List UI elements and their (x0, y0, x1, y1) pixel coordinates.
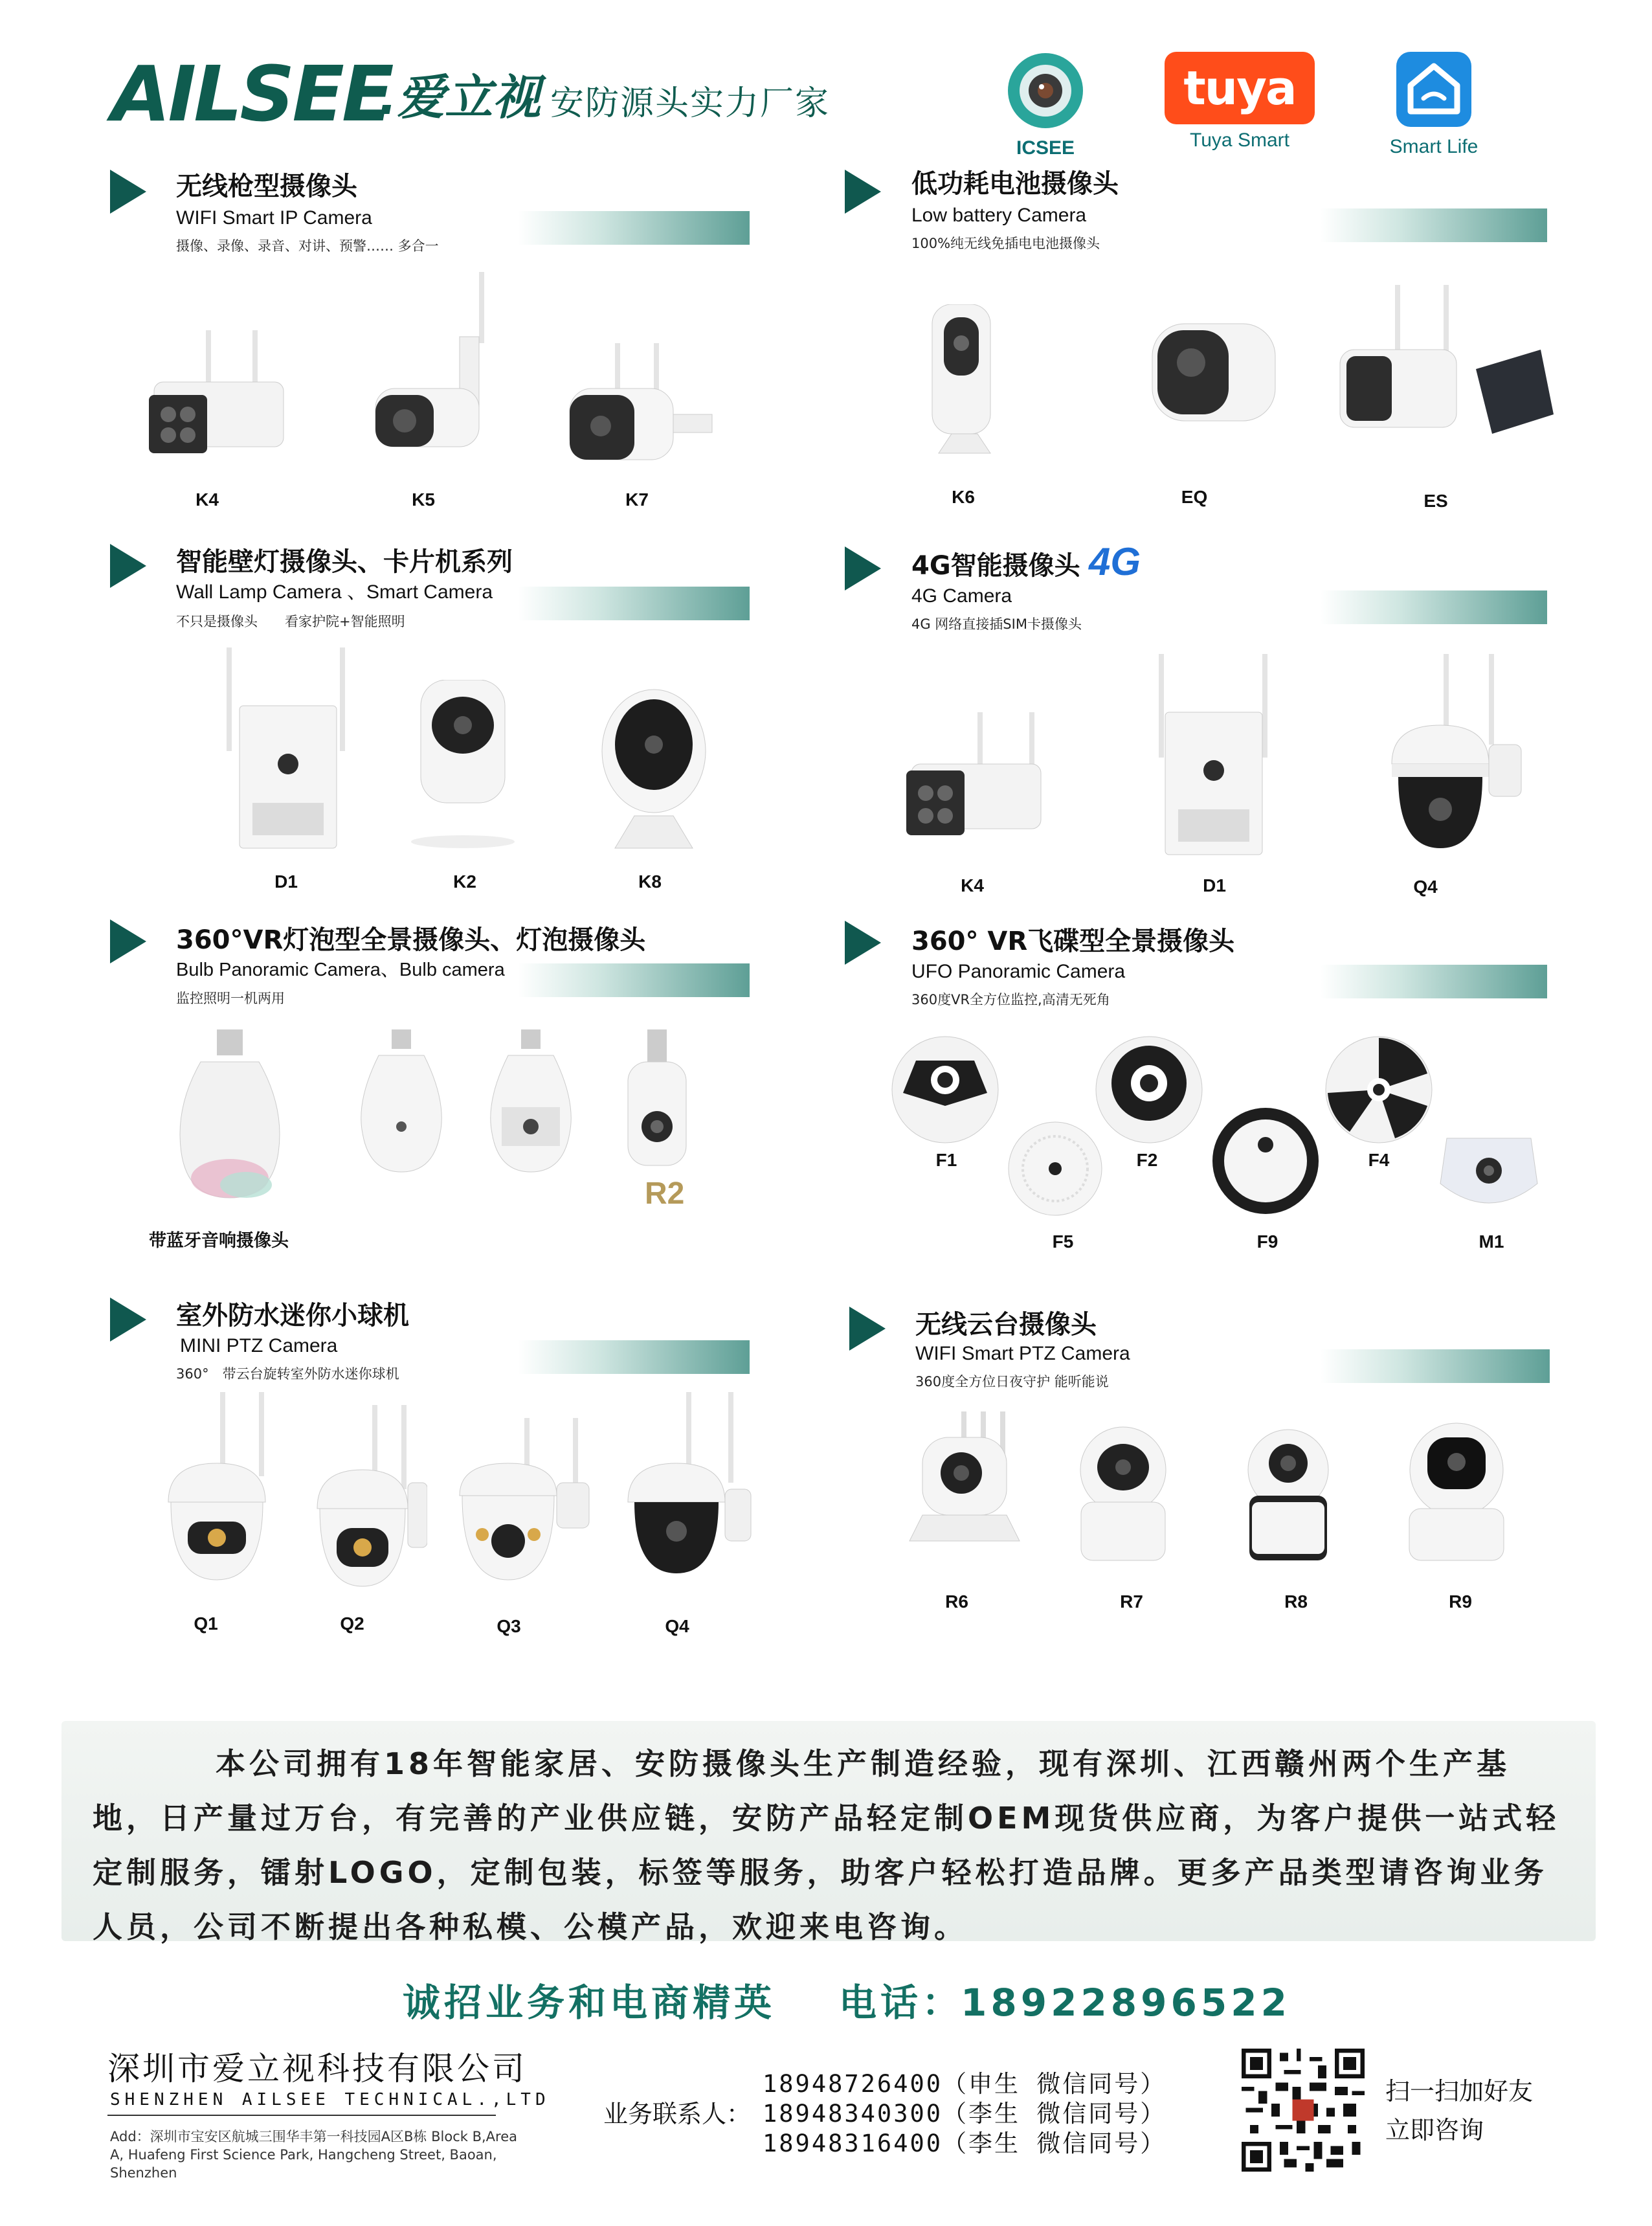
section-arrow-icon (849, 1307, 886, 1351)
smart-life-app-badge (1382, 51, 1486, 158)
battery-camera-eq-image (1146, 317, 1282, 434)
company-intro-box (61, 1721, 1596, 1944)
contact-line[interactable]: 18948340300（李生 微信同号） (763, 2100, 1166, 2128)
company-divider (107, 2115, 496, 2116)
contact-line[interactable]: 18948726400（申生 微信同号） (763, 2070, 1166, 2098)
recruit-phone[interactable]: 18922896522 (961, 1981, 1291, 2025)
section-subtitle: Bulb Panoramic Camera、Bulb camera (176, 960, 505, 980)
product-label-f2: F2 (1136, 1150, 1158, 1170)
section-divider-bar (518, 211, 750, 245)
ufo-camera-m1-image (1434, 1125, 1544, 1222)
card-camera-k2-image (408, 680, 518, 848)
bullet-camera-k5-image (369, 272, 518, 466)
ufo-camera-f5-image (1007, 1120, 1104, 1217)
bulb-vr-camera-image (486, 1029, 576, 1178)
section-desc: 100%纯无线免插电电池摄像头 (911, 236, 1100, 251)
tuya-logo-text: tuya (1183, 61, 1296, 115)
icsee-label: ICSEE (1016, 137, 1075, 159)
product-label-m1: M1 (1479, 1231, 1504, 1252)
section-divider-bar (518, 587, 750, 620)
section-divider-bar (1321, 965, 1547, 998)
battery-camera-k6-image (919, 304, 1010, 466)
product-label-r9: R9 (1449, 1591, 1472, 1612)
product-label-k7: K7 (625, 489, 649, 510)
company-address: Add：深圳市宝安区航城三围华丰第一科技园A区B栋 Block B,Area A, Huafeng First Science Park, Hangcheng Street, Baoan, Shenzhen (110, 2129, 517, 2181)
section-arrow-icon (845, 921, 881, 965)
scan-hint-line-2: 立即咨询 (1385, 2116, 1484, 2144)
tuya-app-badge (1162, 52, 1317, 152)
product-label-f9: F9 (1256, 1231, 1278, 1252)
product-label-q3: Q3 (497, 1616, 521, 1636)
bullet-camera-k7-image (563, 343, 719, 473)
section-desc: 摄像、录像、录音、对讲、预警…… 多合一 (176, 238, 439, 254)
icsee-app-badge (997, 52, 1094, 159)
4g-badge-icon: 4G (1089, 540, 1141, 583)
section-subtitle: Wall Lamp Camera 、Smart Camera (176, 581, 493, 603)
product-label-k2: K2 (453, 871, 476, 892)
section-arrow-icon (110, 170, 146, 214)
smart-life-label: Smart Life (1389, 136, 1479, 157)
egg-camera-k8-image (596, 686, 712, 855)
ptz-camera-r9-image (1401, 1418, 1512, 1567)
section-title: 4G智能摄像头 (911, 551, 1080, 581)
bulb-speaker-camera-image (175, 1029, 285, 1211)
section-subtitle: WIFI Smart IP Camera (176, 207, 372, 229)
recruit-slogan: 诚招业务和电商精英 (403, 1981, 776, 2025)
product-label-f4: F4 (1368, 1150, 1390, 1170)
product-label-q4: Q4 (665, 1616, 689, 1636)
product-label-k6: K6 (952, 487, 975, 507)
section-subtitle: 4G Camera (911, 585, 1012, 607)
section-desc: 4G 网络直接插SIM卡摄像头 (911, 616, 1082, 632)
product-label-r6: R6 (945, 1591, 968, 1612)
scan-hint (1385, 2072, 1533, 2150)
section-title: 室外防水迷你小球机 (176, 1301, 409, 1331)
wechat-qr-code-icon[interactable] (1242, 2049, 1365, 2172)
section-subtitle: Low battery Camera (911, 205, 1087, 226)
product-label-r2: R2 (645, 1176, 685, 1211)
section-arrow-icon (845, 546, 881, 590)
section-title: 智能壁灯摄像头、卡片机系列 (176, 547, 513, 577)
mini-ptz-camera-q1-image (162, 1392, 285, 1586)
section-divider-bar (1321, 1349, 1550, 1383)
section-arrow-icon (845, 170, 881, 214)
ptz-camera-r6-image (903, 1411, 1032, 1560)
wall-lamp-camera-d1-image (220, 647, 363, 855)
section-divider-bar (1321, 590, 1547, 624)
product-label-r8: R8 (1284, 1591, 1308, 1612)
section-arrow-icon (110, 1298, 146, 1342)
battery-camera-es-solar-image (1334, 285, 1554, 447)
product-label-k5: K5 (412, 489, 435, 510)
ufo-camera-f9-image (1211, 1106, 1321, 1216)
section-arrow-icon (110, 544, 146, 588)
product-label-4g-k4: K4 (961, 875, 984, 895)
recruit-phone-label: 电话： (839, 1981, 964, 2025)
section-title: 360°VR灯泡型全景摄像头、灯泡摄像头 (176, 925, 646, 955)
product-label-f1: F1 (935, 1150, 957, 1170)
product-label-k4: K4 (195, 489, 219, 510)
bullet-camera-k4-image (142, 330, 291, 466)
section-subtitle: WIFI Smart PTZ Camera (915, 1343, 1130, 1364)
product-label-eq: EQ (1181, 487, 1208, 507)
ptz-camera-r8-image (1243, 1424, 1334, 1567)
contact-label: 业务联系人： (603, 2100, 752, 2128)
section-title: 无线枪型摄像头 (176, 172, 357, 201)
section-divider-bar (518, 963, 750, 997)
smart-life-app-icon (1395, 51, 1473, 128)
4g-ptz-camera-q4-image (1379, 654, 1528, 855)
bulb-panoramic-camera-image (356, 1029, 447, 1178)
company-name-en: SHENZHEN AILSEE TECHNICAL.,LTD (110, 2090, 550, 2109)
scan-hint-line-1: 扫一扫加好友 (1385, 2077, 1534, 2106)
4g-bullet-camera-k4-image (900, 712, 1055, 855)
brand-logo-cn: .爱立视 (379, 70, 541, 126)
ptz-camera-r7-image (1075, 1424, 1172, 1567)
section-desc: 360° 带云台旋转室外防水迷你球机 (176, 1366, 399, 1382)
product-label-f5: F5 (1052, 1231, 1074, 1252)
section-title: 无线云台摄像头 (915, 1310, 1097, 1340)
section-desc: 不只是摄像头 看家护院+智能照明 (176, 614, 405, 629)
mini-ptz-camera-q3-image (453, 1418, 596, 1593)
company-intro-text: 本公司拥有18年智能家居、安防摄像头生产制造经验，现有深圳、江西赣州两个生产基地，日产量过万台，有完善的产业供应链，安防产品轻定制OEM现货供应商，为客户提供一站式轻定制服务，镭射LOGO，定制包装，标签等服务，助客户轻松打造品牌。更多产品类型请咨询业务人员，公司不断提出各种私模、公模产品，欢迎来电咨询。 (93, 1746, 1560, 1944)
bluetooth-speaker-note: 带蓝牙音响摄像头 (149, 1231, 289, 1251)
product-label-r7: R7 (1120, 1591, 1143, 1612)
section-arrow-icon (110, 919, 146, 963)
product-label-q1: Q1 (194, 1613, 218, 1634)
section-subtitle: UFO Panoramic Camera (911, 961, 1126, 982)
section-subtitle: MINI PTZ Camera (180, 1335, 338, 1356)
product-label-q2: Q2 (340, 1613, 364, 1634)
ufo-camera-f2-image (1094, 1035, 1204, 1145)
mini-ptz-camera-q4-image (621, 1392, 764, 1593)
tuya-label: Tuya Smart (1190, 129, 1289, 151)
section-title: 低功耗电池摄像头 (911, 169, 1119, 199)
product-label-d1: D1 (274, 871, 298, 892)
section-desc: 360度全方位日夜守护 能听能说 (915, 1374, 1109, 1389)
product-label-4g-q4: Q4 (1413, 877, 1438, 897)
brand-slogan: 安防源头实力厂家 (550, 84, 831, 123)
brand-logo: AILSEE (111, 49, 392, 139)
product-label-4g-d1: D1 (1203, 875, 1226, 895)
icsee-app-icon (1007, 52, 1084, 129)
section-divider-bar (518, 1340, 750, 1374)
ufo-camera-f1-image (890, 1035, 1000, 1145)
section-divider-bar (1321, 208, 1547, 242)
product-label-k8: K8 (638, 871, 662, 892)
section-desc: 360度VR全方位监控,高清无死角 (911, 992, 1110, 1007)
contact-line[interactable]: 18948316400（李生 微信同号） (763, 2130, 1166, 2157)
tuya-app-icon (1165, 52, 1315, 124)
4g-wall-lamp-camera-d1-image (1152, 654, 1282, 861)
company-name-cn: 深圳市爱立视科技有限公司 (107, 2050, 527, 2087)
ufo-camera-f4-image (1324, 1035, 1434, 1145)
contact-list (763, 2069, 1166, 2159)
section-title: 360° VR飞碟型全景摄像头 (911, 927, 1235, 956)
bulb-camera-r2-image (621, 1029, 693, 1172)
product-label-es: ES (1423, 491, 1448, 511)
section-desc: 监控照明一机两用 (176, 991, 285, 1006)
mini-ptz-camera-q2-image (311, 1405, 427, 1593)
